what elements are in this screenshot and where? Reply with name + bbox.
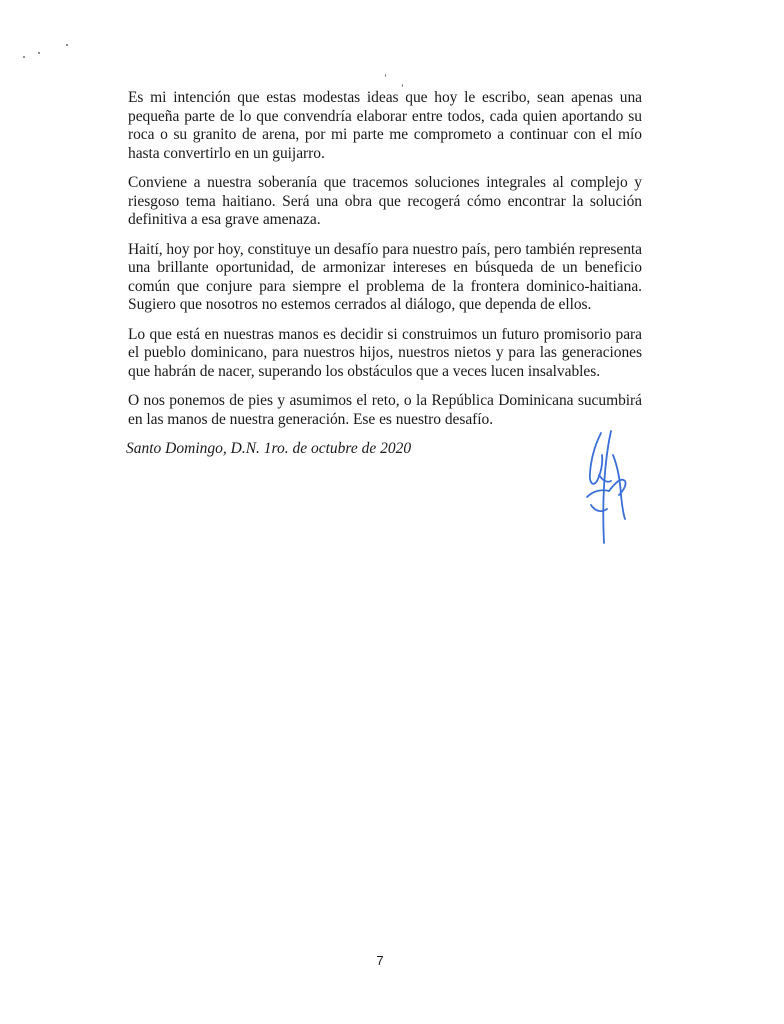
scan-speck <box>23 56 25 58</box>
letter-body <box>128 89 642 440</box>
handwritten-signature <box>573 425 643 550</box>
paragraph: Conviene a nuestra soberanía que tracemos soluciones integrales al complejo y riesgoso tema haitiano. Será una obra que recogerá cómo encontrar la solución definitiva a esa grave amenaza. <box>128 174 642 228</box>
scan-speck <box>66 44 68 46</box>
page-number: 7 <box>376 953 384 968</box>
scan-speck <box>38 52 40 54</box>
paragraph: O nos ponemos de pies y asumimos el reto, o la República Dominicana sucumbirá en las manos de nuestra generación. Ese es nuestro desafío. <box>128 392 642 428</box>
scan-speck <box>385 74 386 77</box>
paragraph: Lo que está en nuestras manos es decidir si construimos un futuro promisorio para el pueblo dominicano, para nuestros hijos, nuestros nietos y para las generaciones que habrán de nacer, superando los obstáculos que a veces lucen insalvables. <box>128 325 642 380</box>
paragraph: Haití, hoy por hoy, constituye un desafío para nuestro país, pero también representa una brillante oportunidad, de armonizar intereses en búsqueda de un beneficio común que conjure para siempre el problema de la frontera dominico-haitiana. Sugiero que nosotros no estemos cerrados al diálogo, que dependa de ellos. <box>128 240 642 313</box>
place-date: Santo Domingo, D.N. 1ro. de octubre de 2020 <box>126 440 412 457</box>
scan-speck <box>402 84 403 87</box>
paragraph: Es mi intención que estas modestas ideas que hoy le escribo, sean apenas una pequeña parte de lo que convendría elaborar entre todos, cada quien aportando su roca o su granito de arena, por mi parte me comprometo a continuar con el mío hasta convertirlo en un guijarro. <box>128 89 642 162</box>
